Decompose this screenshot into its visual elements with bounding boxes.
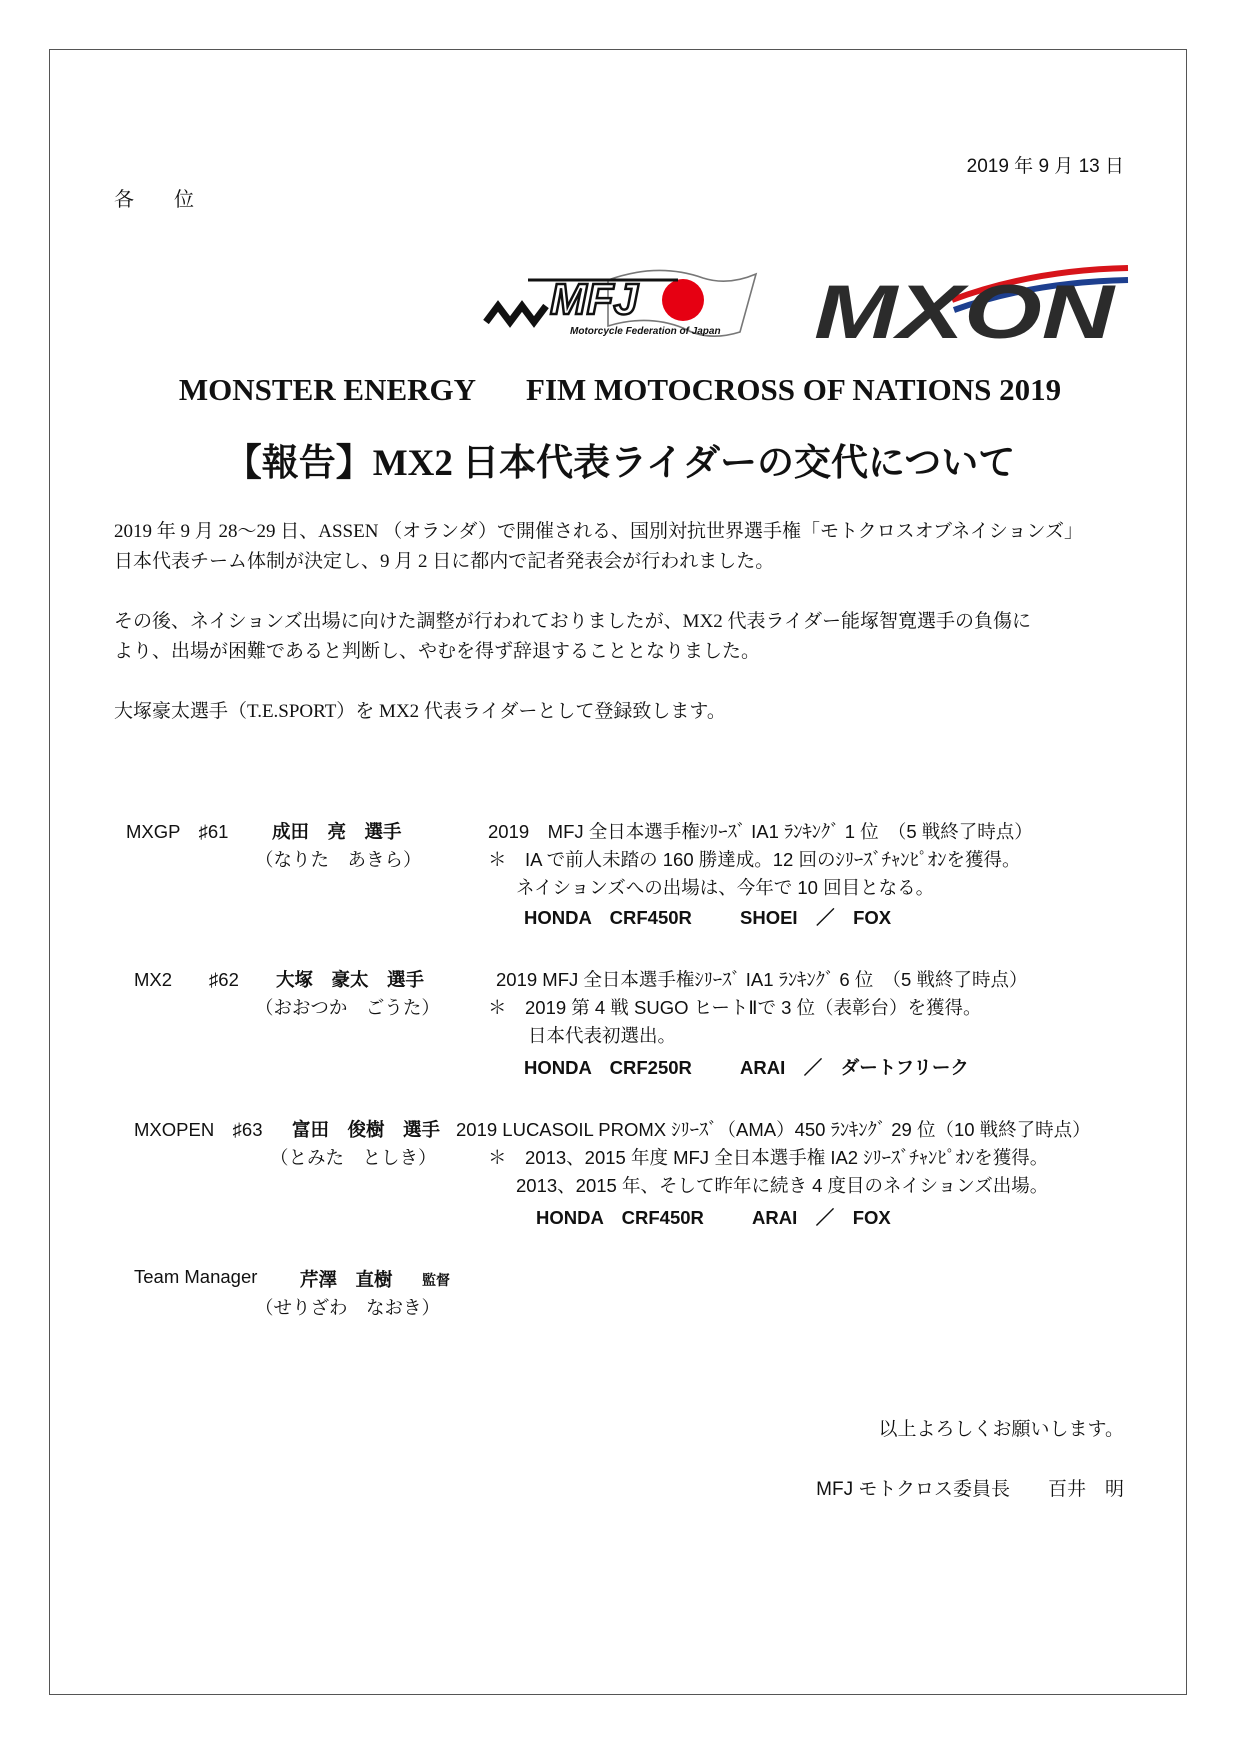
addressee-char-1: 各: [114, 189, 136, 211]
rider-3-gear: ARAI ／ FOX: [752, 1207, 891, 1228]
paragraph-1-line-1: 2019 年 9 月 28～29 日、ASSEN （オランダ）で開催される、国別対抗世界選手権「モトクロスオブネイションズ」: [114, 521, 1083, 542]
paragraph-2-line-1: その後、ネイションズ出場に向けた調整が行われておりましたが、MX2 代表ライダー能塚智寛選手の負傷に: [114, 611, 1031, 632]
rider-2-info-2: ＊ 2019 第 4 戦 SUGO ヒートⅡで 3 位（表彰台）を獲得。: [488, 997, 982, 1018]
addressee: [114, 183, 234, 212]
rider-3-info-1: 2019 LUCASOIL PROMX ｼﾘｰｽﾞ（AMA）450 ﾗﾝｷﾝｸﾞ 29 位（10 戦終了時点）: [456, 1119, 1091, 1140]
rider-1-name: 成田 亮 選手: [272, 821, 402, 842]
rider-1-machine: HONDA CRF450R: [524, 907, 692, 928]
rider-1-class: MXGP ♯61: [126, 821, 229, 842]
paragraph-3: 大塚豪太選手（T.E.SPORT）を MX2 代表ライダーとして登録致します。: [114, 701, 726, 722]
closing-signature: MFJ モトクロス委員長 百井 明: [816, 1479, 1124, 1500]
rider-1-info-1: 2019 MFJ 全日本選手権ｼﾘｰｽﾞ IA1 ﾗﾝｷﾝｸﾞ 1 位 （5 戦終了時点）: [488, 821, 1033, 842]
rider-2-name: 大塚 豪太 選手: [276, 969, 425, 990]
mfj-logo: [478, 262, 760, 342]
rider-3-machine: HONDA CRF450R: [536, 1207, 704, 1228]
document-date: 2019 年 9 月 13 日: [966, 156, 1124, 177]
manager-title: 監督: [422, 1272, 450, 1288]
rider-1-info-3: ネイションズへの出場は、今年で 10 回目となる。: [516, 877, 935, 898]
rider-3-name: 富田 俊樹 選手: [292, 1119, 441, 1140]
rider-2-info-3: 日本代表初選出。: [528, 1025, 677, 1046]
mxon-logo-text: MXON: [814, 270, 1117, 344]
rider-2-machine: HONDA CRF250R: [524, 1057, 692, 1078]
paragraph-1-line-2: 日本代表チーム体制が決定し、9 月 2 日に都内で記者発表会が行われました。: [114, 551, 775, 572]
rider-3-info-2: ＊ 2013、2015 年度 MFJ 全日本選手権 IA2 ｼﾘｰｽﾞﾁｬﾝﾋﾟｵﾝを獲得。: [488, 1147, 1049, 1168]
mfj-logo-text: MFJ: [550, 275, 638, 324]
rider-3-info-3: 2013、2015 年、そして昨年に続き 4 度目のネイションズ出場。: [516, 1175, 1049, 1196]
rider-2-gear: ARAI ／ ダートフリーク: [740, 1057, 969, 1078]
rider-1-info-2: ＊ IA で前人未踏の 160 勝達成。12 回のｼﾘｰｽﾞﾁｬﾝﾋﾟｵﾝを獲得。: [488, 849, 1021, 870]
event-title-name: FIM MOTOCROSS OF NATIONS 2019: [526, 372, 1062, 407]
rider-2-class: MX2 ♯62: [134, 969, 239, 990]
rider-3-class: MXOPEN ♯63: [134, 1119, 263, 1140]
rider-1-reading: （なりた あきら）: [255, 849, 422, 870]
rider-1-gear: SHOEI ／ FOX: [740, 907, 892, 928]
mfj-logo-subtitle: Motorcycle Federation of Japan: [570, 326, 721, 337]
mxon-logo: [812, 262, 1130, 344]
mfj-checker-mark: [486, 306, 546, 322]
report-title: 【報告】MX2 日本代表ライダーの交代について: [224, 443, 1016, 484]
rider-2-info-1: 2019 MFJ 全日本選手権ｼﾘｰｽﾞ IA1 ﾗﾝｷﾝｸﾞ 6 位 （5 戦終了時点）: [496, 969, 1028, 990]
closing-regards: 以上よろしくお願いします。: [878, 1419, 1124, 1440]
manager-role: Team Manager: [134, 1266, 258, 1287]
event-title: [0, 372, 1240, 408]
mfj-flag-sun: [662, 279, 704, 321]
manager-reading: （せりざわ なおき）: [255, 1297, 441, 1318]
paragraph-2-line-2: より、出場が困難であると判断し、やむを得ず辞退することとなりました。: [114, 641, 761, 662]
rider-2-reading: （おおつか ごうた）: [255, 997, 440, 1018]
event-title-sponsor: MONSTER ENERGY: [178, 372, 477, 407]
addressee-char-2: 位: [174, 189, 196, 211]
manager-name: 芹澤 直樹: [300, 1269, 393, 1290]
rider-3-reading: （とみた としき）: [270, 1147, 437, 1168]
